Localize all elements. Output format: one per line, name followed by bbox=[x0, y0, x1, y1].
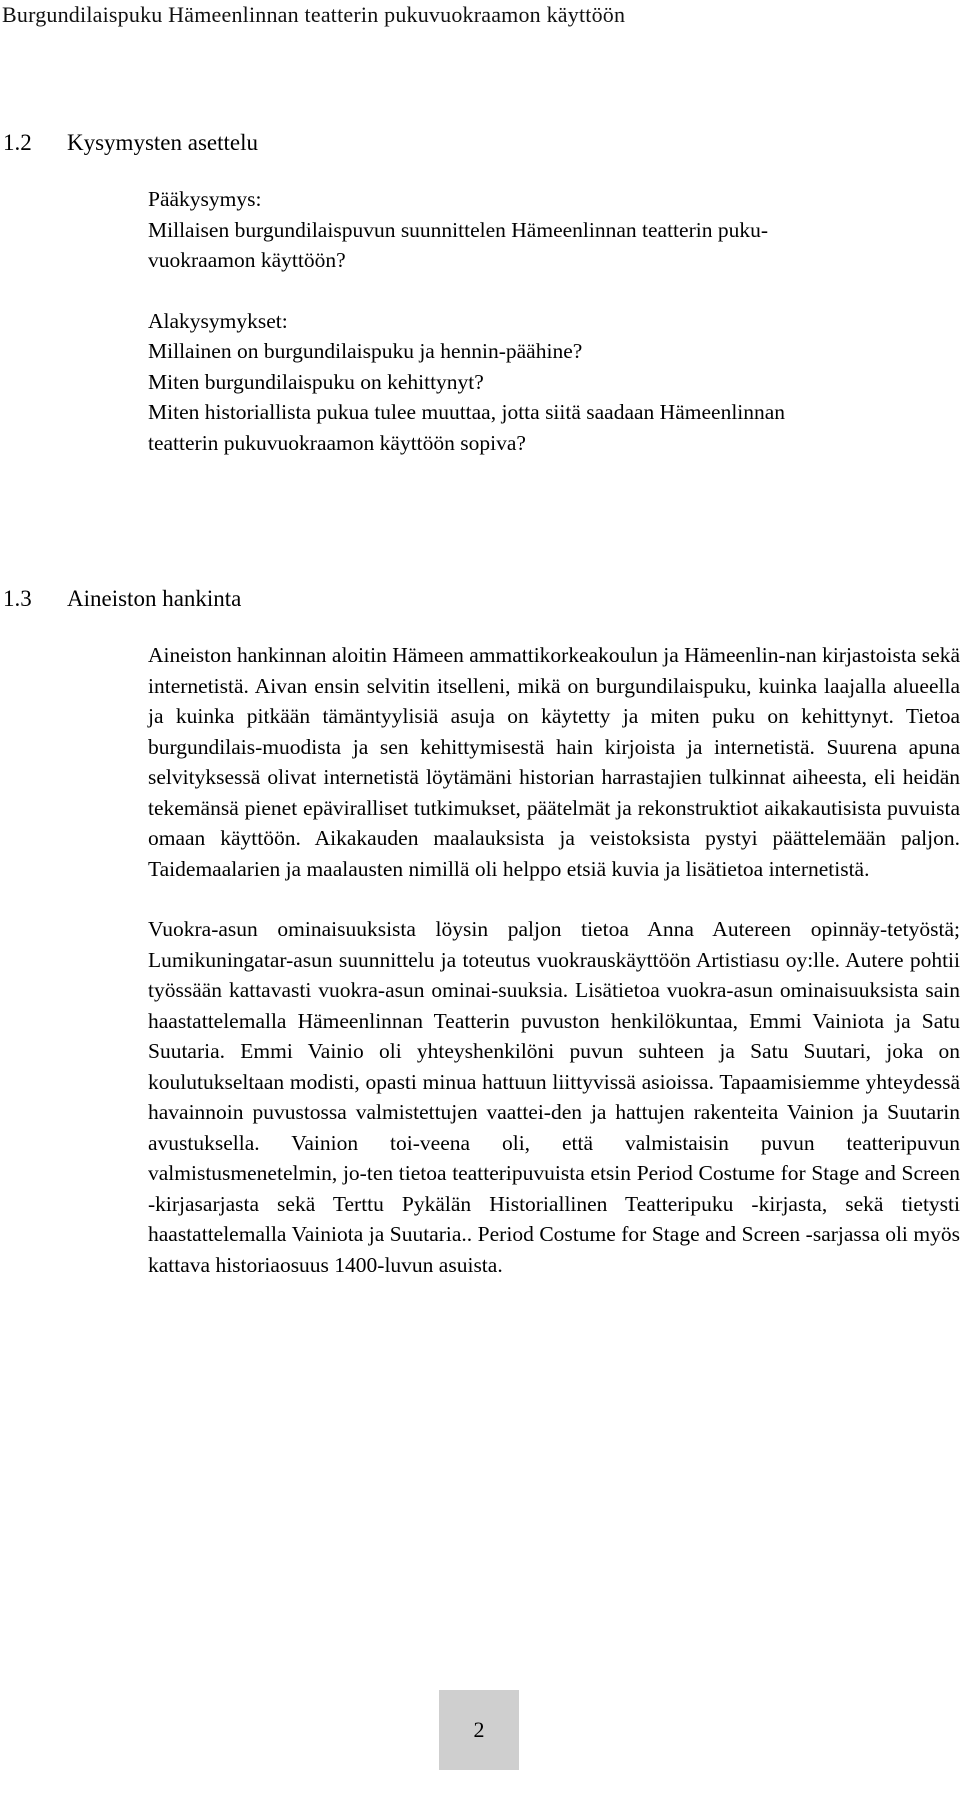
page-number-box bbox=[439, 1690, 519, 1770]
sub-question: Millainen on burgundilaispuku ja hennin-päähine? bbox=[148, 339, 583, 363]
main-question-line: Millaisen burgundilaispuvun suunnittelen Hämeenlinnan teatterin puku- bbox=[148, 217, 768, 242]
main-question-line: vuokraamon käyttöön? bbox=[148, 248, 346, 272]
paragraph: Aineiston hankinnan aloitin Hämeen ammattikorkeakoulun ja Hämeenlin-nan kirjastoista sekä internetistä. Aivan ensin selvitin itselleni, mikä on burgundilaispuku, kuinka laajalla alueella ja kuinka pitkään tämäntyylisiä asuja on käytetty ja miten puku on kehittynyt. Tietoa burgundilais-muodista ja sen kehittymisestä hain kirjoista ja internetistä. Suurena apuna selvityksessä olivat internetistä löytämäni historian harrastajien tulkinnat aiheesta, eli heidän tekemänsä pienet epäviralliset tutkimukset, päätelmät ja rekonstruktiot aikakautisista puvuista omaan käyttöön. Aikakauden maalauksista ja veistoksista pystyi päättelemään paljon. Taidemaalarien ja maalausten nimillä oli helppo etsiä kuvia ja lisätietoa internetistä. bbox=[148, 643, 960, 881]
paragraph: Vuokra-asun ominaisuuksista löysin paljon tietoa Anna Autereen opinnäy-tetyöstä; Lumikuningatar-asun suunnittelu ja toteutus vuokrauskäyttöön Artistiasu oy:lle. Autere pohtii työssään kattavasti vuokra-asun ominai-suuksia. Lisätietoa vuokra-asun ominaisuuksista sain haastattelemalla Hämeenlinnan Teatterin puvuston henkilökuntaa, Emmi Vainiota ja Satu Suutaria. Emmi Vainio oli yhteyshenkilöni puvun suhteen ja Satu Suutari, joka on koulutukseltaan modisti, opasti minua hattuun liittyvissä asioissa. Tapaamisiemme yhteydessä havainnoin puvustossa valmistettujen vaattei-den ja hattujen rakenteita Vainion ja Suutarin avustuksella. Vainion toi-veena oli, että valmistaisin puvun teatteripuvun valmistusmenetelmin, jo-ten tietoa teatteripuvuista etsin Period Costume for Stage and Screen -kirjasarjasta sekä Terttu Pykälän Historiallinen Teatteripuku -kirjasta, sekä tietysti haastattelemalla Vainiota ja Suutaria.. Period Costume for Stage and Screen -sarjassa oli myös kattava historiaosuus 1400-luvun asuista. bbox=[148, 917, 960, 1277]
section-heading-1-2 bbox=[3, 128, 258, 158]
sub-question: teatterin pukuvuokraamon käyttöön sopiva? bbox=[148, 430, 526, 455]
main-question-label: Pääkysymys: bbox=[148, 187, 262, 211]
sub-question: Miten historiallista pukua tulee muuttaa, jotta siitä saadaan Hämeenlinnan bbox=[148, 400, 786, 424]
main-question-group bbox=[148, 184, 960, 276]
sub-questions-label: Alakysymykset: bbox=[148, 308, 288, 333]
page-number: 2 bbox=[473, 1717, 485, 1742]
section-heading-1-3 bbox=[3, 584, 241, 614]
running-header: Burgundilaispuku Hämeenlinnan teatterin pukuvuokraamon käyttöön bbox=[2, 2, 626, 27]
materials-text bbox=[148, 640, 960, 1280]
section-number: 1.3 bbox=[3, 586, 32, 611]
section-number: 1.2 bbox=[3, 130, 32, 155]
section-title: Kysymysten asettelu bbox=[67, 130, 258, 155]
research-questions bbox=[148, 184, 960, 458]
sub-question: Miten burgundilaispuku on kehittynyt? bbox=[148, 369, 484, 394]
section-title: Aineiston hankinta bbox=[67, 586, 242, 611]
sub-questions-group bbox=[148, 306, 960, 459]
